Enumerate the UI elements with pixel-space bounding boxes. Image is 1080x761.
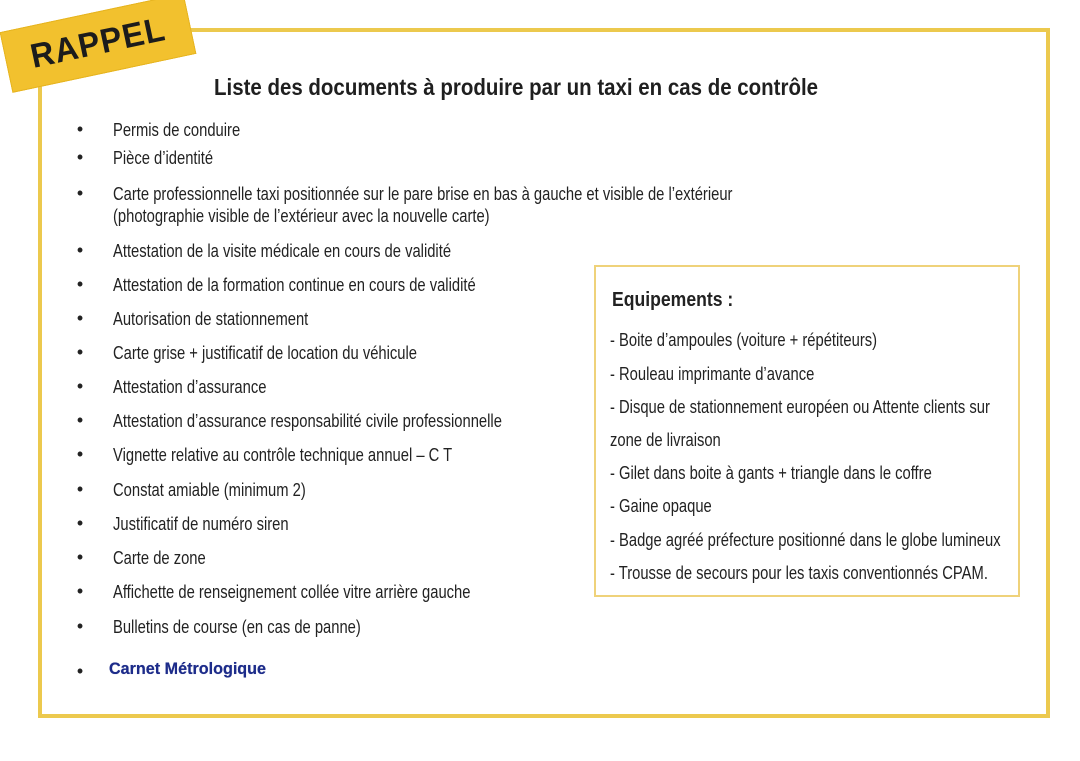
equipement-line: - Disque de stationnement européen ou Attente clients sur <box>610 397 990 417</box>
list-item-label: Autorisation de stationnement <box>113 309 309 329</box>
list-item-label: Attestation de la visite médicale en cours de validité <box>113 241 452 261</box>
equipements-box <box>594 265 1020 597</box>
list-item-label: Carte de zone <box>113 548 206 568</box>
equipement-line: - Trousse de secours pour les taxis conventionnés CPAM. <box>610 563 988 583</box>
list-item-label: Attestation d’assurance responsabilité civile professionnelle <box>113 411 502 431</box>
bullet-icon: • <box>76 147 84 167</box>
bullet-icon: • <box>76 183 84 203</box>
bullet-icon: • <box>76 479 84 499</box>
bullet-icon: • <box>76 661 84 681</box>
bullet-icon: • <box>76 513 84 533</box>
list-item-label: Pièce d’identité <box>113 148 214 168</box>
bullet-icon: • <box>76 119 84 139</box>
list-item-label: Carnet Métrologique <box>109 659 267 678</box>
list-item-label: Attestation de la formation continue en cours de validité <box>113 275 476 295</box>
bullet-icon: • <box>76 342 84 362</box>
list-item-label: Carte grise + justificatif de location du véhicule <box>113 343 417 363</box>
list-item-label: Attestation d’assurance <box>113 377 267 397</box>
equipement-line: - Boite d’ampoules (voiture + répétiteurs) <box>610 330 878 350</box>
bullet-icon: • <box>76 274 84 294</box>
list-item-label: Vignette relative au contrôle technique annuel – C T <box>113 445 453 465</box>
bullet-icon: • <box>76 376 84 396</box>
list-item-label: Permis de conduire <box>113 120 241 140</box>
equipement-line: - Badge agréé préfecture positionné dans le globe lumineux <box>610 530 1001 550</box>
bullet-icon: • <box>76 410 84 430</box>
equipements-title: Equipements : <box>612 289 734 311</box>
list-item-label: Constat amiable (minimum 2) <box>113 480 306 500</box>
equipement-line: - Gaine opaque <box>610 496 712 516</box>
equipement-line: zone de livraison <box>610 430 721 450</box>
equipement-line: - Gilet dans boite à gants + triangle dans le coffre <box>610 463 932 483</box>
list-item-label: Justificatif de numéro siren <box>113 514 289 534</box>
bullet-icon: • <box>76 547 84 567</box>
bullet-icon: • <box>76 308 84 328</box>
equipement-line: - Rouleau imprimante d’avance <box>610 364 815 384</box>
list-item-label-continued: (photographie visible de l’extérieur avec la nouvelle carte) <box>113 206 490 226</box>
list-item-label: Carte professionnelle taxi positionnée sur le pare brise en bas à gauche et visible de l’extérieur <box>113 184 733 204</box>
bullet-icon: • <box>76 616 84 636</box>
bullet-icon: • <box>76 581 84 601</box>
list-item-label: Bulletins de course (en cas de panne) <box>113 617 361 637</box>
bullet-icon: • <box>76 240 84 260</box>
page-title: Liste des documents à produire par un taxi en cas de contrôle <box>214 74 819 100</box>
list-item-label: Affichette de renseignement collée vitre arrière gauche <box>113 582 471 602</box>
rappel-label: RAPPEL <box>27 9 169 76</box>
bullet-icon: • <box>76 444 84 464</box>
